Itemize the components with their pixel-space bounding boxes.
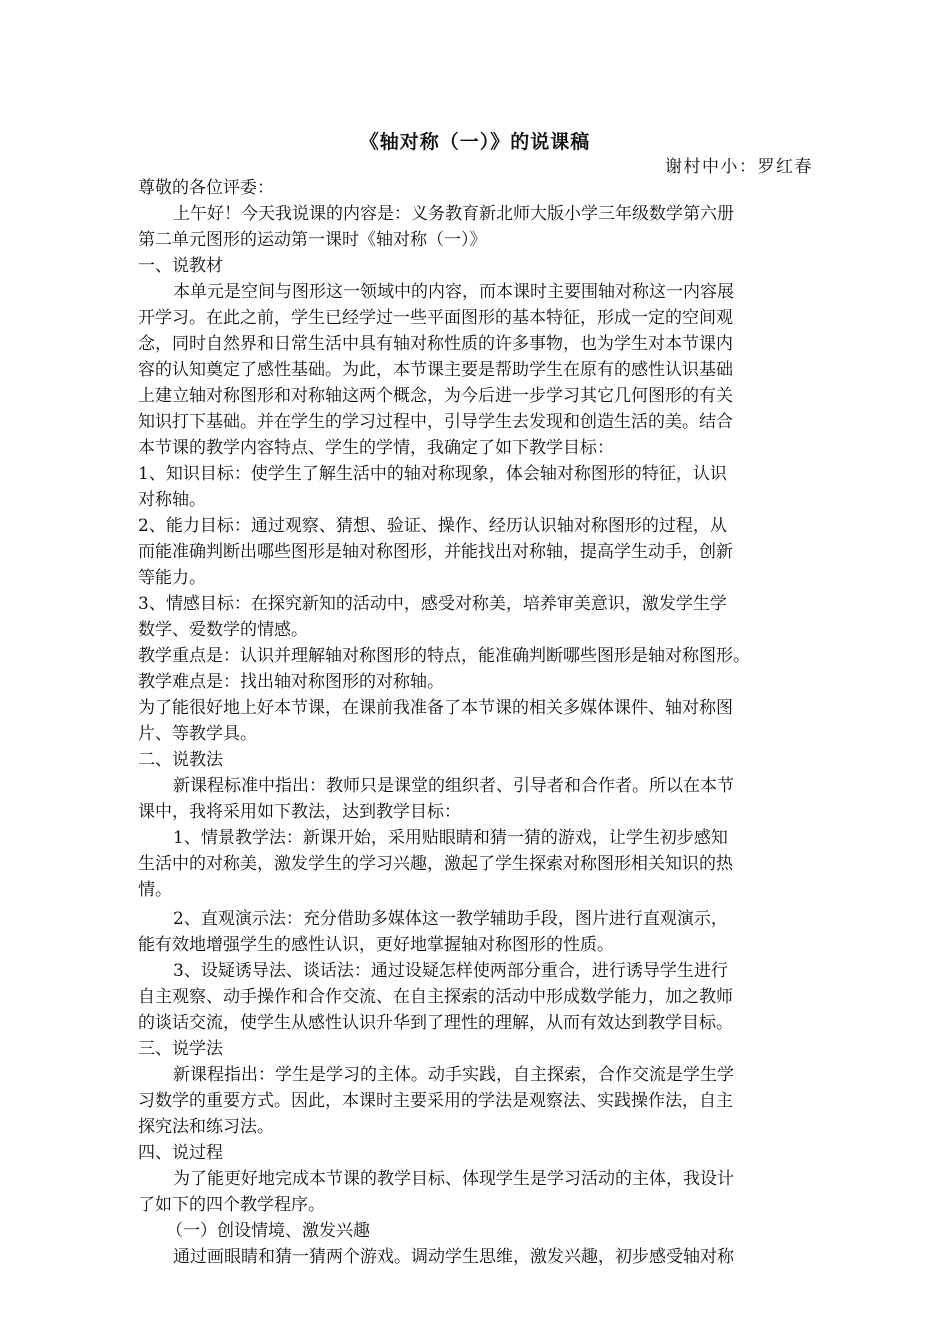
section-heading: 二、说教法 [138, 750, 223, 770]
paragraph-line: 通过画眼睛和猜一猜两个游戏。调动学生思维，激发兴趣，初步感受轴对称 [173, 1247, 734, 1267]
paragraph-line: 1、情景教学法：新课开始，采用贴眼睛和猜一猜的游戏，让学生初步感知 [173, 828, 728, 848]
paragraph-line: 2、能力目标：通过观察、猜想、验证、操作、经历认识轴对称图形的过程，从 [138, 516, 727, 536]
document-title: 《轴对称（一）》的说课稿 [359, 131, 591, 153]
paragraph-line: 能有效地增强学生的感性认识，更好地掌握轴对称图形的性质。 [138, 935, 614, 955]
paragraph-line: 教学难点是：找出轴对称图形的对称轴。 [138, 672, 444, 692]
author-line: 谢村中小：罗红春 [665, 157, 813, 177]
paragraph-line: 新课程指出：学生是学习的主体。动手实践，自主探索，合作交流是学生学 [173, 1065, 734, 1085]
paragraph-line: 为了能很好地上好本节课，在课前我准备了本节课的相关多媒体课件、轴对称图 [138, 698, 733, 718]
paragraph-line: 1、知识目标：使学生了解生活中的轴对称现象，体会轴对称图形的特征，认识 [138, 464, 727, 484]
paragraph-line: 自主观察、动手操作和合作交流、在自主探索的活动中形成数学能力，加之教师 [138, 987, 733, 1007]
paragraph-line: 容的认知奠定了感性基础。为此，本节课主要是帮助学生在原有的感性认识基础 [138, 360, 733, 380]
paragraph-line: 上建立轴对称图形和对称轴这两个概念，为今后进一步学习其它几何图形的有关 [138, 386, 733, 406]
greeting: 尊敬的各位评委： [138, 178, 274, 198]
paragraph-line: 3、情感目标：在探究新知的活动中，感受对称美，培养审美意识，激发学生学 [138, 594, 727, 614]
paragraph-line: 上午好！今天我说课的内容是：义务教育新北师大版小学三年级数学第六册 [173, 204, 734, 224]
paragraph-line: 第二单元图形的运动第一课时《轴对称（一）》 [138, 230, 487, 250]
paragraph-line: 新课程标准中指出：教师只是课堂的组织者、引导者和合作者。所以在本节 [173, 776, 734, 796]
paragraph-line: 教学重点是：认识并理解轴对称图形的特点，能准确判断哪些图形是轴对称图形。 [138, 646, 750, 666]
paragraph-line: 对称轴。 [138, 490, 206, 510]
paragraph-line: 情。 [138, 880, 172, 900]
paragraph-line: 2、直观演示法：充分借助多媒体这一教学辅助手段，图片进行直观演示， [173, 909, 728, 929]
paragraph-line: 3、设疑诱导法、谈话法：通过设疑怎样使两部分重合，进行诱导学生进行 [173, 961, 728, 981]
paragraph-line: 知识打下基础。并在学生的学习过程中，引导学生去发现和创造生活的美。结合 [138, 412, 733, 432]
paragraph-line: 习数学的重要方式。因此，本课时主要采用的学法是观察法、实践操作法，自主 [138, 1091, 733, 1111]
paragraph-line: 等能力。 [138, 568, 206, 588]
section-heading: 三、说学法 [138, 1039, 223, 1059]
paragraph-line: 本单元是空间与图形这一领域中的内容，而本课时主要围轴对称这一内容展 [173, 282, 734, 302]
paragraph-line: 探究法和练习法。 [138, 1117, 274, 1137]
section-heading: 四、说过程 [138, 1143, 223, 1163]
paragraph-line: 为了能更好地完成本节课的教学目标、体现学生是学习活动的主体，我设计 [173, 1169, 734, 1189]
paragraph-line: 课中，我将采用如下教法，达到教学目标： [138, 802, 461, 822]
section-heading: 一、说教材 [138, 256, 223, 276]
paragraph-line: 片、等教学具。 [138, 724, 257, 744]
paragraph-line: 念，同时自然界和日常生活中具有轴对称性质的许多事物，也为学生对本节课内 [138, 334, 733, 354]
paragraph-line: 的谈话交流，使学生从感性认识升华到了理性的理解，从而有效达到教学目标。 [138, 1013, 733, 1033]
paragraph-line: 数学、爱数学的情感。 [138, 620, 308, 640]
paragraph-line: 了如下的四个教学程序。 [138, 1195, 325, 1215]
paragraph-line: 本节课的教学内容特点、学生的学情，我确定了如下教学目标： [138, 438, 614, 458]
subsection-heading: （一）创设情境、激发兴趣 [166, 1221, 370, 1241]
paragraph-line: 而能准确判断出哪些图形是轴对称图形，并能找出对称轴，提高学生动手，创新 [138, 542, 733, 562]
paragraph-line: 开学习。在此之前，学生已经学过一些平面图形的基本特征，形成一定的空间观 [138, 308, 733, 328]
paragraph-line: 生活中的对称美，激发学生的学习兴趣，激起了学生探索对称图形相关知识的热 [138, 854, 733, 874]
